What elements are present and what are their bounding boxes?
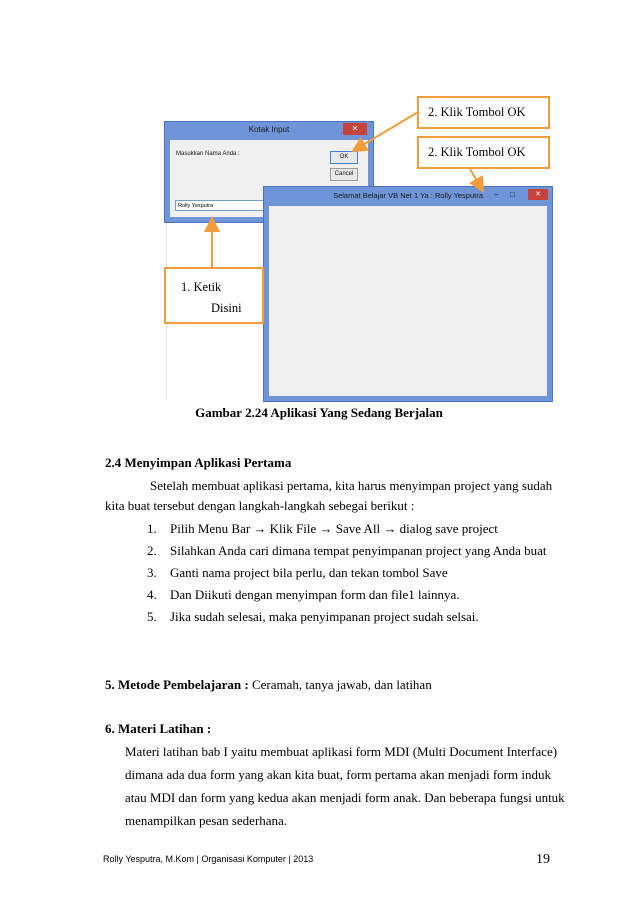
mdi-window-title: Selamat Belajar VB Net 1 Ya : Rolly Yesputra [333, 191, 483, 200]
page-number: 19 [536, 852, 550, 867]
input-dialog-title: Kotak Input [248, 125, 290, 134]
arrow-to-ok-button [358, 112, 418, 148]
paragraph-line: Setelah membuat aplikasi pertama, kita harus menyimpan project yang sudah [150, 478, 553, 493]
paragraph-line: kita buat tersebut dengan langkah-langkah sebegai berikut : [105, 498, 415, 513]
page-footer: Rolly Yesputra, M.Kom | Organisasi Komputer | 2013 [103, 854, 314, 864]
paragraph-line: dimana ada dua form yang akan kita buat, form pertama akan menjadi form induk [125, 767, 551, 782]
callout-type-line2: Disini [211, 301, 242, 315]
callout-type-here [164, 267, 264, 324]
section-heading: 6. Materi Latihan : [105, 721, 212, 736]
ok-button[interactable]: OK [330, 151, 358, 164]
paragraph-line: atau MDI dan form yang kedua akan menjadi form anak. Dan beberapa fungsi untuk [125, 790, 565, 805]
close-icon[interactable]: ✕ [343, 123, 367, 135]
paragraph-line: menampilkan pesan sederhana. [125, 813, 288, 828]
arrow-to-mdi-title [470, 169, 480, 186]
list-item: 5. Jika sudah selesai, maka penyimpanan project sudah selsai. [147, 609, 479, 624]
maximize-icon[interactable]: □ [510, 190, 515, 199]
close-icon[interactable]: ✕ [528, 189, 548, 200]
name-input[interactable]: Rolly Yesputra [175, 200, 271, 211]
callout-type-line1: 1. Ketik [181, 280, 222, 294]
figure-caption: Gambar 2.24 Aplikasi Yang Sedang Berjalan [195, 405, 443, 420]
section-heading: 5. Metode Pembelajaran : [105, 677, 249, 692]
list-item: 3. Ganti nama project bila perlu, dan tekan tombol Save [147, 565, 448, 580]
input-prompt: Masukkan Nama Anda : [176, 151, 240, 157]
list-item: 2. Silahkan Anda cari dimana tempat penyimpanan project yang Anda buat [147, 543, 547, 558]
callout-click-ok-2: 2. Klik Tombol OK [417, 136, 550, 169]
callout-arrows [0, 0, 638, 420]
minimize-icon[interactable]: – [494, 190, 499, 199]
method-line [105, 677, 432, 693]
method-text: Ceramah, tanya jawab, dan latihan [248, 677, 432, 692]
section-heading: 2.4 Menyimpan Aplikasi Pertama [105, 455, 292, 470]
cancel-button[interactable]: Cancel [330, 168, 358, 181]
paragraph-line: Materi latihan bab I yaitu membuat aplikasi form MDI (Multi Document Interface) [125, 744, 558, 759]
list-item: 4. Dan Diikuti dengan menyimpan form dan file1 lainnya. [147, 587, 460, 602]
list-item: 1. Pilih Menu Bar → Klik File → Save All → dialog save project [147, 521, 498, 536]
callout-click-ok: 2. Klik Tombol OK [417, 96, 550, 129]
